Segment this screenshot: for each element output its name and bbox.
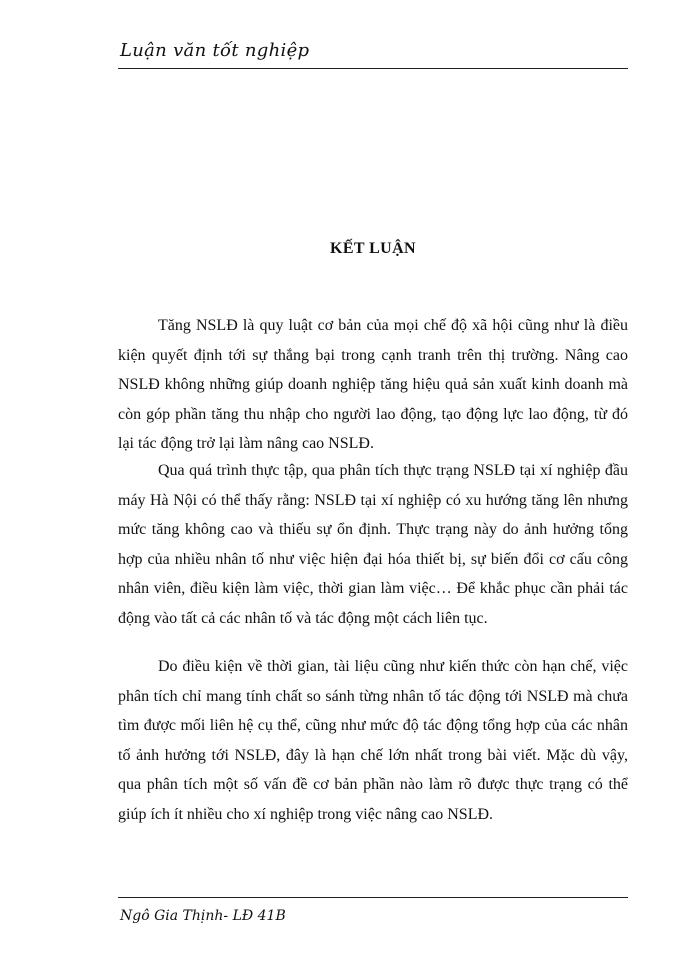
paragraph-3: Do điều kiện về thời gian, tài liệu cũng như kiến thức còn hạn chế, việc phân tích chỉ mang tính chất so sánh từng nhân tố tác động tới NSLĐ mà chưa tìm được mối liên hệ cụ thể, cũng như mức độ tác động tổng hợp của các nhân tố ảnh hưởng tới NSLĐ, đây là hạn chế lớn nhất trong bài viết. Mặc dù vậy, qua phân tích một số vấn đề cơ bản phần nào làm rõ được thực trạng có thể giúp ích ít nhiều cho xí nghiệp trong việc nâng cao NSLĐ.: [118, 658, 628, 823]
footer-rule: [118, 897, 628, 898]
paragraph-1: Tăng NSLĐ là quy luật cơ bản của mọi chế độ xã hội cũng như là điều kiện quyết định tới sự thắng bại trong cạnh tranh trên thị trường. Nâng cao NSLĐ không những giúp doanh nghiệp tăng hiệu quả sản xuất kinh doanh mà còn góp phần tăng thu nhập cho người lao động, tạo động lực lao động, từ đó lại tác động trở lại làm nâng cao NSLĐ.: [118, 317, 628, 452]
header-title: Luận văn tốt nghiệp: [120, 40, 310, 61]
section-heading: KẾT LUẬN: [329, 240, 417, 257]
footer-author: Ngô Gia Thịnh- LĐ 41B: [120, 908, 286, 924]
header-rule: [118, 68, 628, 69]
paragraph-2: Qua quá trình thực tập, qua phân tích thực trạng NSLĐ tại xí nghiệp đầu máy Hà Nội có thể thấy rằng: NSLĐ tại xí nghiệp có xu hướng tăng lên nhưng mức tăng không cao và thiếu sự ổn định. Thực trạng này do ảnh hưởng tổng hợp của nhiều nhân tố như việc hiện đại hóa thiết bị, sự biến đổi cơ cấu công nhân viên, điều kiện làm việc, thời gian làm việc… Để khắc phục cần phải tác động vào tất cả các nhân tố và tác động một cách liên tục.: [118, 462, 628, 627]
